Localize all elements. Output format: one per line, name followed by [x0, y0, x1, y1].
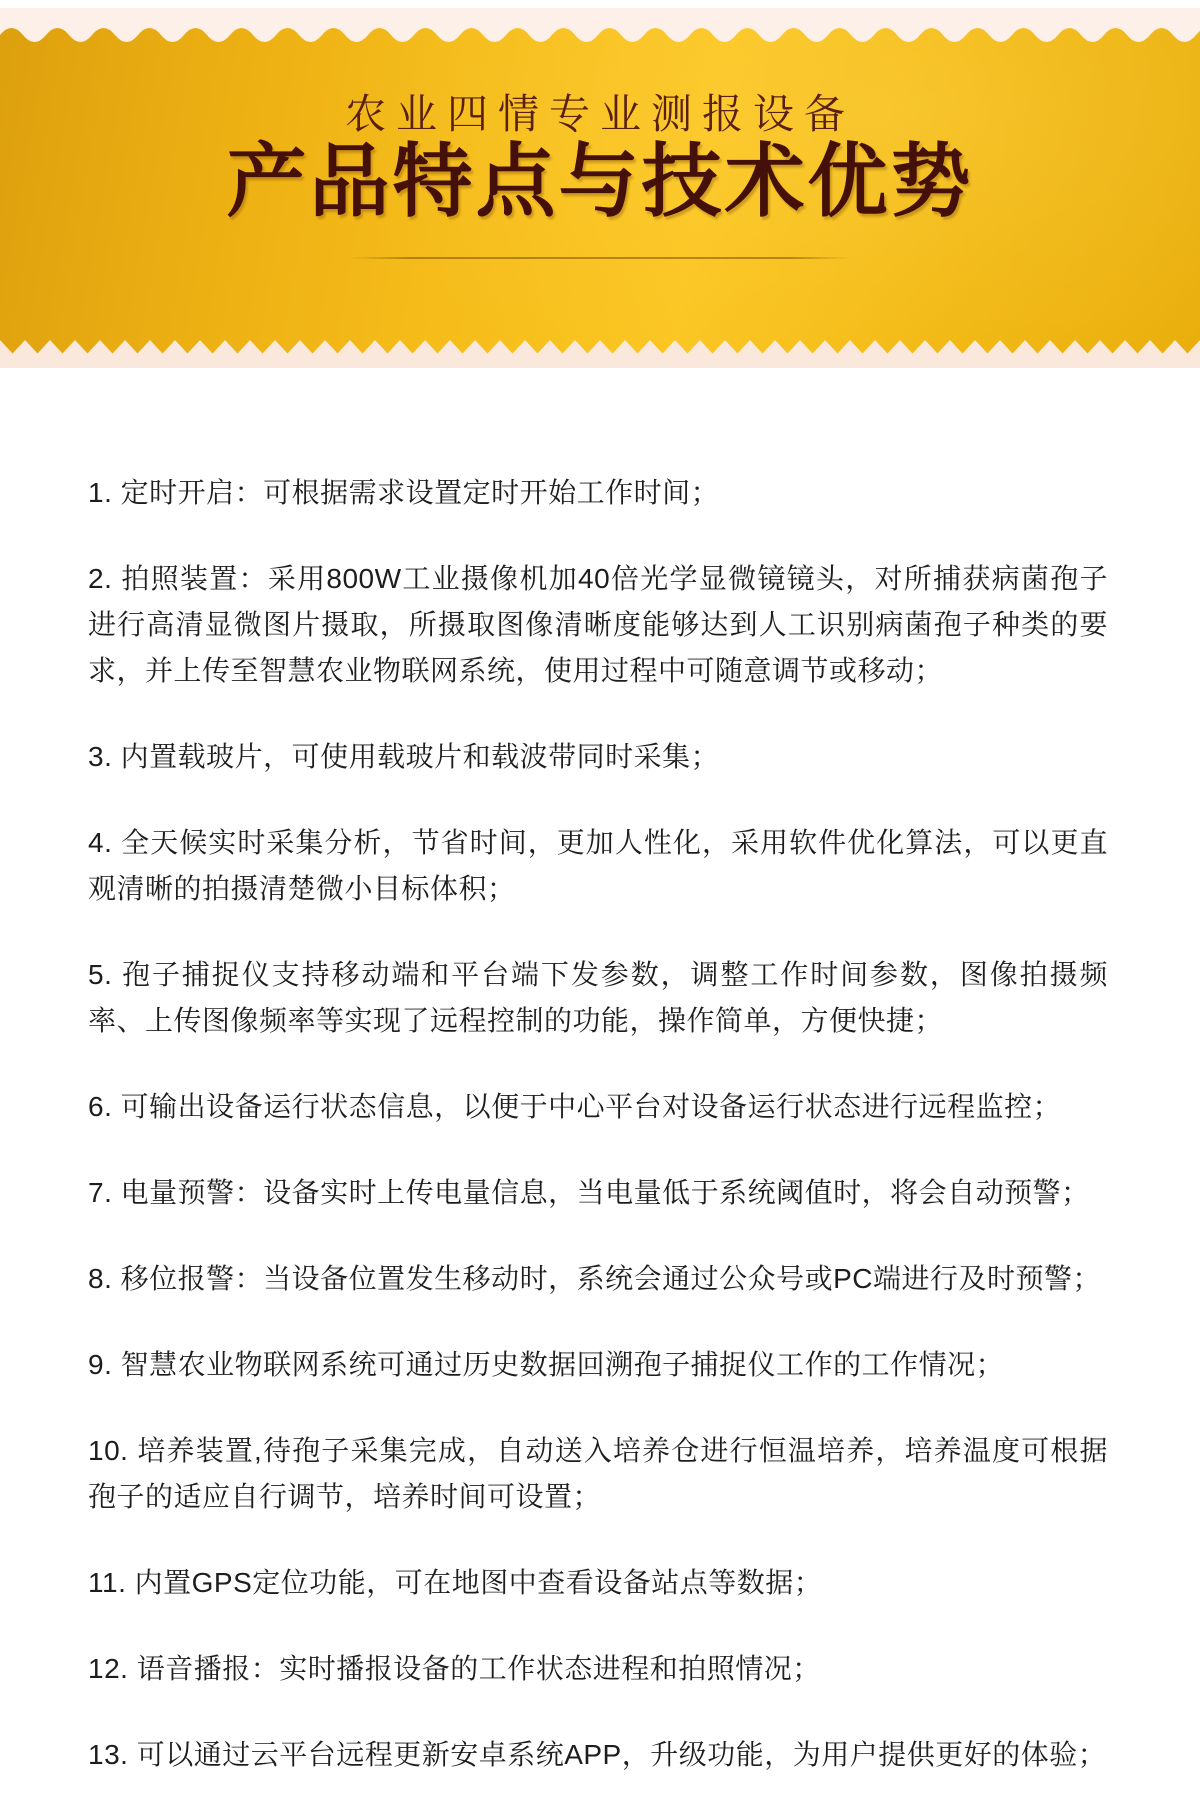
- banner-subtitle: 农业四情专业测报设备: [345, 91, 855, 137]
- zigzag-trim-bottom: [0, 338, 1200, 368]
- feature-item-3: 3. 内置载玻片，可使用载玻片和载波带同时采集；: [88, 741, 720, 772]
- feature-item-12: 12. 语音播报：实时播报设备的工作状态进程和拍照情况；: [88, 1653, 821, 1684]
- feature-item-6: 6. 可输出设备运行状态信息，以便于中心平台对设备运行状态进行远程监控；: [88, 1091, 1062, 1122]
- feature-item-5: 5. 孢子捕捉仪支持移动端和平台端下发参数，调整工作时间参数，图像拍摄频率、上传图像频率等实现了远程控制的功能，操作简单，方便快捷；: [88, 959, 1108, 1036]
- feature-item-13: 13. 可以通过云平台远程更新安卓系统APP，升级功能，为用户提供更好的体验；: [88, 1739, 1107, 1770]
- feature-item-1: 1. 定时开启：可根据需求设置定时开始工作时间；: [88, 477, 720, 508]
- feature-item-8: 8. 移位报警：当设备位置发生移动时，系统会通过公众号或PC端进行及时预警；: [88, 1263, 1102, 1294]
- feature-item-11: 11. 内置GPS定位功能，可在地图中查看设备站点等数据；: [88, 1567, 823, 1598]
- banner-title: 产品特点与技术优势: [226, 139, 974, 228]
- banner-divider: [350, 257, 850, 259]
- hero-banner: [0, 8, 1200, 368]
- feature-item-9: 9. 智慧农业物联网系统可通过历史数据回溯孢子捕捉仪工作的工作情况；: [88, 1349, 1005, 1380]
- feature-list: [0, 368, 1200, 1778]
- feature-item-2: 2. 拍照装置：采用800W工业摄像机加40倍光学显微镜镜头，对所捕获病菌孢子进行高清显微图片摄取，所摄取图像清晰度能够达到人工识别病菌孢子种类的要求，并上传至智慧农业物联网系统，使用过程中可随意调节或移动；: [88, 563, 1108, 686]
- feature-item-7: 7. 电量预警：设备实时上传电量信息，当电量低于系统阈值时，将会自动预警；: [88, 1177, 1090, 1208]
- feature-item-10: 10. 培养装置,待孢子采集完成，自动送入培养仓进行恒温培养，培养温度可根据孢子的适应自行调节，培养时间可设置；: [88, 1435, 1108, 1512]
- feature-item-4: 4. 全天候实时采集分析，节省时间，更加人性化，采用软件优化算法，可以更直观清晰的拍摄清楚微小目标体积；: [88, 827, 1108, 904]
